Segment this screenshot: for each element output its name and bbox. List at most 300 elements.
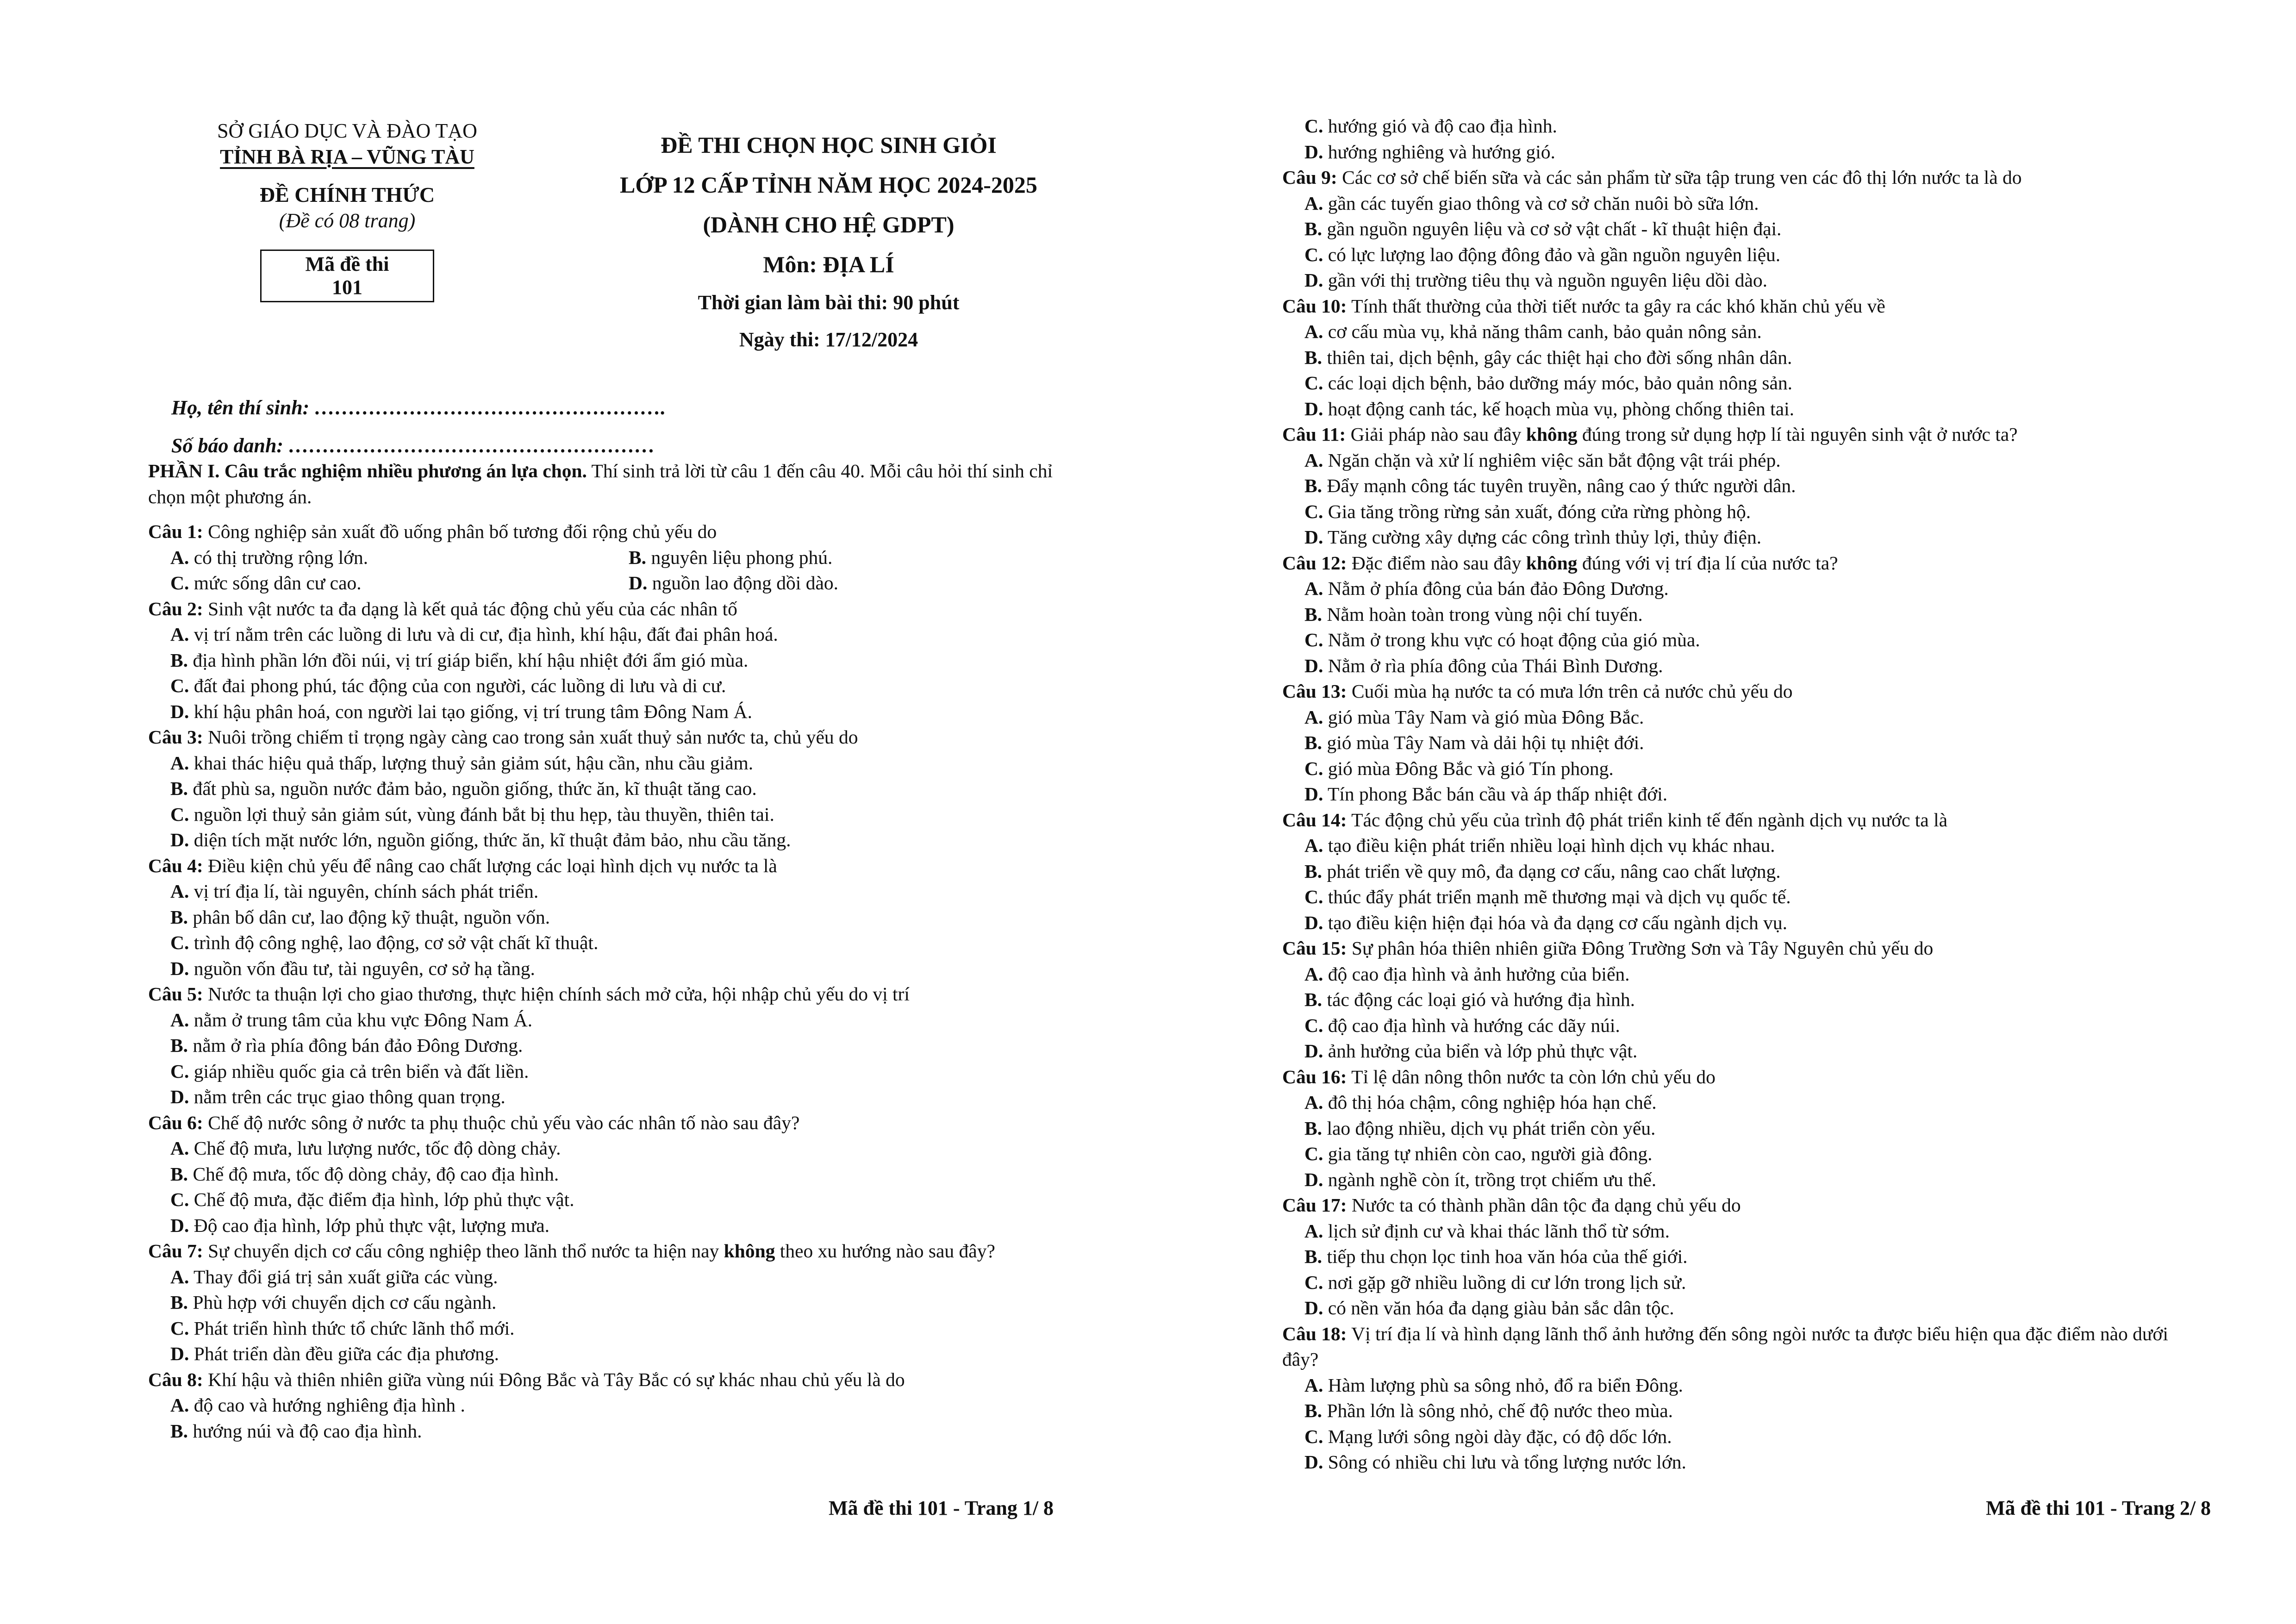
option-letter: A. <box>170 881 189 902</box>
option-text: Chế độ mưa, tốc độ dòng chảy, độ cao địa hình. <box>188 1163 559 1185</box>
option-letter: B. <box>170 1420 188 1442</box>
question-text-cont: đúng với vị trí địa lí của nước ta? <box>1577 552 1838 574</box>
option-letter: A. <box>1304 1220 1323 1242</box>
candidate-name-line: Họ, tên thí sinh: ……………………………………………. <box>171 396 666 419</box>
option-letter: D. <box>170 700 189 722</box>
question-label: Câu 8: <box>148 1368 203 1390</box>
option-text: lịch sử định cư và khai thác lãnh thổ từ sớm. <box>1323 1220 1670 1242</box>
option-text: hoạt động canh tác, kế hoạch mùa vụ, phòng chống thiên tai. <box>1323 398 1794 419</box>
option-letter: A. <box>170 1009 189 1031</box>
question-text: Tác động chủ yếu của trình độ phát triển kinh tế đến ngành dịch vụ nước ta là <box>1347 809 1948 831</box>
question-stem <box>1282 807 2203 833</box>
option-text: cơ cấu mùa vụ, khả năng thâm canh, bảo quản nông sản. <box>1323 321 1762 342</box>
question <box>1282 550 2203 679</box>
question-text: Giải pháp nào sau đây <box>1346 424 1526 445</box>
question-label: Câu 16: <box>1282 1066 1347 1087</box>
part-1-title: PHẦN I. Câu trắc nghiệm nhiều phương án lựa chọn. <box>148 460 587 481</box>
option-letter: B. <box>1304 346 1323 368</box>
option-text: Mạng lưới sông ngòi dày đặc, có độ dốc lớn. <box>1323 1425 1672 1447</box>
question-label: Câu 18: <box>1282 1323 1347 1344</box>
question-label: Câu 17: <box>1282 1194 1347 1216</box>
answer-option <box>148 1418 1065 1444</box>
answer-option <box>1282 268 2203 294</box>
answer-option <box>1282 1116 2203 1142</box>
option-text: nằm ở trung tâm của khu vực Đông Nam Á. <box>189 1009 533 1031</box>
question-stem <box>1282 936 2203 962</box>
page-count-note: (Đề có 08 trang) <box>279 209 416 232</box>
question-text: Sinh vật nước ta đa dạng là kết quả tác động chủ yếu của các nhân tố <box>203 598 737 619</box>
question-stem <box>148 519 1065 545</box>
answer-option <box>148 1264 1065 1290</box>
question-stem <box>148 981 1065 1007</box>
question <box>1282 294 2203 422</box>
question-label: Câu 7: <box>148 1240 203 1262</box>
answer-option <box>1282 113 2203 139</box>
option-text: Chế độ mưa, lưu lượng nước, tốc độ dòng chảy. <box>189 1137 561 1159</box>
option-text: Phát triển hình thức tổ chức lãnh thổ mới. <box>189 1317 515 1339</box>
option-letter: B. <box>1304 860 1323 882</box>
answer-option <box>1282 319 2203 345</box>
question-text: Nước ta có thành phần dân tộc đa dạng chủ yếu do <box>1347 1194 1741 1216</box>
option-text: trình độ công nghệ, lao động, cơ sở vật chất kĩ thuật. <box>189 932 599 953</box>
part-1-intro <box>148 458 1065 510</box>
option-letter: C. <box>1304 115 1323 137</box>
question-text: Nước ta thuận lợi cho giao thương, thực hiện chính sách mở cửa, hội nhập chủ yếu do vị trí <box>203 983 910 1005</box>
option-letter: C. <box>170 1060 189 1082</box>
option-letter: C. <box>1304 1143 1323 1164</box>
answer-option <box>148 750 1065 776</box>
option-letter: D. <box>1304 141 1323 162</box>
option-text: gió mùa Tây Nam và gió mùa Đông Bắc. <box>1323 706 1644 728</box>
answer-options-grid <box>148 545 1065 596</box>
option-letter: D. <box>1304 398 1323 419</box>
question-stem <box>148 725 1065 750</box>
option-letter: B. <box>1304 218 1323 239</box>
question-text: Cuối mùa hạ nước ta có mưa lớn trên cả nước chủ yếu do <box>1347 681 1793 702</box>
answer-option <box>148 802 1065 828</box>
question-text-cont: theo xu hướng nào sau đây? <box>775 1240 995 1262</box>
answer-option <box>170 570 629 596</box>
question-text: Đặc điểm nào sau đây <box>1347 552 1526 574</box>
question-label: Câu 10: <box>1282 295 1347 317</box>
option-text: Nằm ở phía đông của bán đảo Đông Dương. <box>1323 578 1669 599</box>
question-stem <box>1282 550 2203 576</box>
exam-code-box <box>260 250 434 302</box>
answer-option <box>1282 1038 2203 1064</box>
question-label: Câu 15: <box>1282 937 1347 959</box>
option-text: ảnh hưởng của biển và lớp phủ thực vật. <box>1323 1040 1638 1062</box>
answer-option <box>1282 191 2203 217</box>
answer-option <box>1282 1373 2203 1399</box>
option-letter: B. <box>170 906 188 928</box>
answer-option <box>1282 448 2203 474</box>
answer-option <box>1282 859 2203 885</box>
question-stem <box>1282 294 2203 319</box>
answer-option <box>148 879 1065 905</box>
option-text: hướng gió và độ cao địa hình. <box>1323 115 1557 137</box>
option-text: nằm trên các trục giao thông quan trọng. <box>189 1086 505 1107</box>
question-text: Sự phân hóa thiên nhiên giữa Đông Trường Sơn và Tây Nguyên chủ yếu do <box>1347 937 1934 959</box>
answer-option <box>1282 396 2203 422</box>
question <box>148 596 1065 725</box>
answer-option <box>148 648 1065 674</box>
option-text: nằm ở rìa phía đông bán đảo Đông Dương. <box>188 1035 523 1056</box>
option-letter: D. <box>1304 1168 1323 1190</box>
answer-option <box>148 673 1065 699</box>
option-text: Nằm ở trong khu vực có hoạt động của gió mùa. <box>1323 629 1700 650</box>
option-text: độ cao và hướng nghiêng địa hình . <box>189 1394 465 1416</box>
option-letter: B. <box>1304 475 1323 496</box>
answer-option <box>148 1213 1065 1239</box>
exam-date: Ngày thi: 17/12/2024 <box>739 328 918 351</box>
answer-option <box>148 1007 1065 1033</box>
question-stem <box>1282 1193 2203 1218</box>
option-letter: A. <box>1304 963 1323 985</box>
option-letter: C. <box>170 675 189 696</box>
official-label: ĐỀ CHÍNH THỨC <box>259 183 435 206</box>
question-stem <box>1282 165 2203 191</box>
option-text: khí hậu phân hoá, con người lai tạo giống, vị trí trung tâm Đông Nam Á. <box>189 700 752 722</box>
option-letter: B. <box>170 1035 188 1056</box>
option-letter: B. <box>1304 1400 1323 1421</box>
answer-option <box>1282 987 2203 1013</box>
answer-option <box>1282 1398 2203 1424</box>
answer-option <box>1282 525 2203 550</box>
answer-option <box>1282 833 2203 859</box>
option-text: gần nguồn nguyên liệu và cơ sở vật chất - kĩ thuật hiện đại. <box>1322 218 1782 239</box>
option-letter: D. <box>1304 1451 1323 1473</box>
option-letter: D. <box>1304 1297 1323 1318</box>
question <box>1282 165 2203 294</box>
option-text: độ cao địa hình và ảnh hưởng của biển. <box>1323 963 1630 985</box>
option-letter: C. <box>1304 757 1323 779</box>
option-letter: D. <box>1304 1040 1323 1062</box>
question-text: Các cơ sở chế biến sữa và các sản phẩm từ sữa tập trung ven các đô thị lớn nước ta là do <box>1337 167 2022 188</box>
option-text: Phần lớn là sông nhỏ, chế độ nước theo mùa. <box>1322 1400 1673 1421</box>
option-letter: D. <box>1304 269 1323 291</box>
option-text: Đẩy mạnh công tác tuyên truyền, nâng cao ý thức người dân. <box>1322 475 1796 496</box>
answer-option <box>1282 1295 2203 1321</box>
question-stem <box>1282 422 2203 448</box>
option-text: tạo điều kiện phát triển nhiều loại hình dịch vụ khác nhau. <box>1323 835 1775 856</box>
option-letter: C. <box>1304 1271 1323 1293</box>
question-stem <box>1282 1064 2203 1090</box>
answer-option <box>1282 756 2203 782</box>
question-text: Sự chuyển dịch cơ cấu công nghiệp theo lãnh thổ nước ta hiện nay <box>203 1240 724 1262</box>
option-letter: C. <box>1304 244 1323 265</box>
option-letter: C. <box>1304 500 1323 522</box>
option-text: diện tích mặt nước lớn, nguồn giống, thức ăn, kĩ thuật đảm bảo, nhu cầu tăng. <box>189 829 791 850</box>
part-1-instruction: Thí sinh trả lời từ câu 1 đến câu 40. Mỗi câu hỏi thí sinh chỉ chọn một phương án. <box>148 460 1053 507</box>
answer-option <box>629 570 1064 596</box>
question-list-left <box>148 519 1065 1444</box>
option-text: Chế độ mưa, đặc điểm địa hình, lớp phủ thực vật. <box>189 1189 574 1210</box>
question-stem <box>148 596 1065 622</box>
option-text: ngành nghề còn ít, trồng trọt chiếm ưu thế. <box>1323 1168 1657 1190</box>
option-letter: A. <box>170 1266 189 1287</box>
answer-option <box>1282 602 2203 628</box>
answer-option <box>148 956 1065 982</box>
option-letter: D. <box>170 1086 189 1107</box>
option-letter: A. <box>170 1394 189 1416</box>
option-text: gần các tuyến giao thông và cơ sở chăn nuôi bò sữa lớn. <box>1323 192 1759 214</box>
option-letter: A. <box>1304 1092 1323 1113</box>
answer-option <box>148 1341 1065 1367</box>
question-text: Tính thất thường của thời tiết nước ta gây ra các khó khăn chủ yếu về <box>1347 295 1885 317</box>
answer-option <box>1282 370 2203 396</box>
option-text: vị trí địa lí, tài nguyên, chính sách phát triển. <box>189 881 539 902</box>
option-letter: C. <box>170 572 189 593</box>
question-label: Câu 4: <box>148 855 203 876</box>
option-letter: C. <box>1304 1425 1323 1447</box>
option-text: nơi gặp gỡ nhiều luồng di cư lớn trong lịch sử. <box>1323 1271 1686 1293</box>
option-letter: A. <box>1304 835 1323 856</box>
option-text: phân bố dân cư, lao động kỹ thuật, nguồn vốn. <box>188 906 550 928</box>
option-text: nguyên liệu phong phú. <box>646 546 833 568</box>
question-text: Nuôi trồng chiếm tỉ trọng ngày càng cao trong sản xuất thuỷ sản nước ta, chủ yếu do <box>203 726 858 748</box>
option-text: gần với thị trường tiêu thụ và nguồn nguyên liệu dồi dào. <box>1323 269 1768 291</box>
question <box>148 1238 1065 1367</box>
option-letter: D. <box>1304 912 1323 933</box>
option-letter: A. <box>170 546 189 568</box>
question <box>148 725 1065 853</box>
answer-option <box>1282 1141 2203 1167</box>
option-text: giáp nhiều quốc gia cả trên biển và đất liền. <box>189 1060 529 1082</box>
answer-option <box>1282 1167 2203 1193</box>
exam-subject: Môn: ĐỊA LÍ <box>763 251 894 277</box>
question-text: Công nghiệp sản xuất đồ uống phân bố tương đối rộng chủ yếu do <box>203 521 717 542</box>
option-letter: C. <box>1304 629 1323 650</box>
answer-option <box>1282 627 2203 653</box>
question-text: Điều kiện chủ yếu để nâng cao chất lượng các loại hình dịch vụ nước ta là <box>203 855 777 876</box>
option-text: gia tăng tự nhiên còn cao, người già đông. <box>1323 1143 1653 1164</box>
question-label: Câu 14: <box>1282 809 1347 831</box>
option-letter: A. <box>1304 1374 1323 1396</box>
option-text: Tín phong Bắc bán cầu và áp thấp nhiệt đới. <box>1323 783 1668 805</box>
question-stem <box>148 1238 1065 1264</box>
option-text: nguồn vốn đầu tư, tài nguyên, cơ sở hạ tầng. <box>189 957 535 979</box>
option-text: địa hình phần lớn đồi núi, vị trí giáp biển, khí hậu nhiệt đới ẩm gió mùa. <box>188 649 749 671</box>
answer-option <box>1282 576 2203 602</box>
answer-option <box>1282 653 2203 679</box>
answer-option <box>1282 1424 2203 1450</box>
answer-option <box>1282 1013 2203 1039</box>
option-text: Phát triển dàn đều giữa các địa phương. <box>189 1343 499 1364</box>
answer-option <box>148 827 1065 853</box>
option-letter: B. <box>1304 1246 1323 1267</box>
answer-option <box>148 930 1065 956</box>
question-label: Câu 6: <box>148 1112 203 1133</box>
option-text: phát triển về quy mô, đa dạng cơ cấu, nâng cao chất lượng. <box>1322 860 1781 882</box>
answer-option <box>1282 216 2203 242</box>
question <box>148 981 1065 1110</box>
answer-option <box>1282 910 2203 936</box>
option-text: lao động nhiều, dịch vụ phát triển còn yếu. <box>1322 1117 1656 1139</box>
answer-option <box>1282 884 2203 910</box>
option-text: nguồn lợi thuỷ sản giảm sút, vùng đánh bắt bị thu hẹp, tàu thuyền, thiên tai. <box>189 803 774 825</box>
answer-option <box>1282 962 2203 987</box>
province-name: TỈNH BÀ RỊA – VŨNG TÀU <box>220 145 474 168</box>
option-letter: C. <box>1304 1014 1323 1036</box>
option-letter: D. <box>170 829 189 850</box>
option-letter: A. <box>1304 449 1323 471</box>
candidate-id-line: Số báo danh: ……………………………………………… <box>171 434 655 457</box>
option-letter: A. <box>1304 192 1323 214</box>
option-text: có lực lượng lao động đông đảo và gần nguồn nguyên liệu. <box>1323 244 1781 265</box>
answer-option <box>1282 1218 2203 1244</box>
page-footer: Mã đề thi 101 - Trang 1/ 8 <box>829 1497 1054 1519</box>
option-text: các loại dịch bệnh, bảo dưỡng máy móc, bảo quản nông sản. <box>1323 372 1793 394</box>
answer-option <box>148 1162 1065 1187</box>
option-text: hướng núi và độ cao địa hình. <box>188 1420 422 1442</box>
option-text: Thay đổi giá trị sản xuất giữa các vùng. <box>189 1266 498 1287</box>
option-text: Nằm hoàn toàn trong vùng nội chí tuyến. <box>1322 603 1643 625</box>
answer-option <box>629 545 1064 571</box>
question-label: Câu 2: <box>148 598 203 619</box>
answer-option <box>148 776 1065 802</box>
answer-option <box>148 1393 1065 1418</box>
answer-option <box>1282 473 2203 499</box>
option-text: vị trí nằm trên các luồng di lưu và di cư, địa hình, khí hậu, đất đai phân hoá. <box>189 624 778 645</box>
question <box>1282 679 2203 807</box>
page-footer: Mã đề thi 101 - Trang 2/ 8 <box>1986 1497 2211 1519</box>
option-letter: A. <box>170 624 189 645</box>
school-header <box>153 118 542 302</box>
question <box>1282 807 2203 936</box>
answer-option <box>148 1136 1065 1162</box>
question-keyword: không <box>724 1240 775 1262</box>
option-text: khai thác hiệu quả thấp, lượng thuỷ sản giảm sút, hậu cần, nhu cầu giảm. <box>189 752 754 774</box>
option-text: đô thị hóa chậm, công nghiệp hóa hạn chế. <box>1323 1092 1657 1113</box>
answer-option <box>170 545 629 571</box>
option-letter: A. <box>170 1137 189 1159</box>
question-label: Câu 1: <box>148 521 203 542</box>
option-letter: B. <box>170 649 188 671</box>
option-text: thiên tai, dịch bệnh, gây các thiệt hại cho đời sống nhân dân. <box>1322 346 1792 368</box>
option-text: Độ cao địa hình, lớp phủ thực vật, lượng mưa. <box>189 1214 550 1236</box>
question-stem <box>1282 679 2203 705</box>
answer-option <box>1282 345 2203 371</box>
option-text: đất phù sa, nguồn nước đảm bảo, nguồn giống, thức ăn, kĩ thuật tăng cao. <box>188 778 757 799</box>
option-letter: D. <box>170 1343 189 1364</box>
option-text: thúc đẩy phát triển mạnh mẽ thương mại và dịch vụ quốc tế. <box>1323 886 1791 907</box>
option-letter: B. <box>1304 1117 1323 1139</box>
option-letter: C. <box>1304 886 1323 907</box>
option-letter: C. <box>170 803 189 825</box>
answer-option <box>148 1059 1065 1085</box>
exam-grade-year: LỚP 12 CẤP TỈNH NĂM HỌC 2024-2025 <box>620 172 1037 198</box>
question-label: Câu 3: <box>148 726 203 748</box>
question-8-continued <box>1282 113 2203 165</box>
question-label: Câu 11: <box>1282 424 1346 445</box>
question <box>1282 1321 2203 1475</box>
option-letter: D. <box>170 1214 189 1236</box>
question-keyword: không <box>1526 424 1578 445</box>
question-stem <box>148 853 1065 879</box>
question-stem <box>148 1367 1065 1393</box>
exam-code-value: 101 <box>332 276 362 299</box>
question <box>1282 1064 2203 1193</box>
questions-left <box>148 458 1065 1444</box>
question-label: Câu 12: <box>1282 552 1347 574</box>
answer-option <box>1282 1449 2203 1475</box>
answer-option <box>1282 730 2203 756</box>
answer-option <box>148 622 1065 648</box>
option-letter: D. <box>629 572 648 593</box>
question-label: Câu 5: <box>148 983 203 1005</box>
option-letter: B. <box>170 1292 188 1313</box>
option-letter: B. <box>170 778 188 799</box>
option-text: Gia tăng trồng rừng sản xuất, đóng cửa rừng phòng hộ. <box>1323 500 1751 522</box>
exam-title-block <box>574 125 1083 358</box>
option-letter: B. <box>170 1163 188 1185</box>
option-letter: A. <box>1304 578 1323 599</box>
option-text: có thị trường rộng lớn. <box>189 546 368 568</box>
option-letter: C. <box>170 1317 189 1339</box>
option-text: mức sống dân cư cao. <box>189 572 362 593</box>
answer-option <box>1282 781 2203 807</box>
option-letter: A. <box>1304 321 1323 342</box>
answer-option <box>1282 1244 2203 1270</box>
option-text: Tăng cường xây dựng các công trình thủy lợi, thủy điện. <box>1323 526 1762 548</box>
question-list-right <box>1282 165 2203 1475</box>
answer-option <box>1282 499 2203 525</box>
option-text: Hàm lượng phù sa sông nhỏ, đổ ra biển Đông. <box>1323 1374 1683 1396</box>
candidate-info <box>171 389 666 465</box>
option-letter: C. <box>170 1189 189 1210</box>
option-letter: B. <box>1304 603 1323 625</box>
option-text: tiếp thu chọn lọc tinh hoa văn hóa của thế giới. <box>1322 1246 1688 1267</box>
answer-option <box>148 1316 1065 1342</box>
exam-duration: Thời gian làm bài thi: 90 phút <box>698 291 960 314</box>
question-text: Vị trí địa lí và hình dạng lãnh thổ ảnh hưởng đến sông ngòi nước ta được biểu hiện qua đặc điểm nào dưới đây? <box>1282 1323 2168 1370</box>
questions-right <box>1282 113 2203 1475</box>
question <box>148 1110 1065 1239</box>
question-text: Tỉ lệ dân nông thôn nước ta còn lớn chủ yếu do <box>1347 1066 1716 1087</box>
exam-code-label: Mã đề thi <box>305 253 389 275</box>
question <box>1282 936 2203 1064</box>
answer-option <box>148 1084 1065 1110</box>
option-letter: D. <box>1304 526 1323 548</box>
department-name: SỞ GIÁO DỤC VÀ ĐÀO TẠO <box>217 119 477 142</box>
option-letter: A. <box>170 752 189 774</box>
answer-option <box>1282 242 2203 268</box>
question-label: Câu 13: <box>1282 681 1347 702</box>
option-letter: B. <box>1304 732 1323 753</box>
answer-option <box>1282 1270 2203 1296</box>
option-text: đất đai phong phú, tác động của con người, các luồng di lưu và di cư. <box>189 675 726 696</box>
option-letter: A. <box>1304 706 1323 728</box>
question <box>1282 422 2203 550</box>
option-text: nguồn lao động dồi dào. <box>647 572 839 593</box>
option-letter: D. <box>170 957 189 979</box>
answer-option <box>1282 139 2203 165</box>
question-keyword: không <box>1526 552 1578 574</box>
option-text: tạo điều kiện hiện đại hóa và đa dạng cơ cấu ngành dịch vụ. <box>1323 912 1787 933</box>
question <box>148 853 1065 982</box>
question-label: Câu 9: <box>1282 167 1337 188</box>
answer-option <box>1282 705 2203 731</box>
option-text: Ngăn chặn và xử lí nghiêm việc săn bắt động vật trái phép. <box>1323 449 1781 471</box>
option-text: độ cao địa hình và hướng các dãy núi. <box>1323 1014 1620 1036</box>
option-text: Nằm ở rìa phía đông của Thái Bình Dương. <box>1323 655 1663 676</box>
option-text: có nền văn hóa đa dạng giàu bản sắc dân tộc. <box>1323 1297 1674 1318</box>
option-letter: C. <box>1304 372 1323 394</box>
option-letter: D. <box>1304 783 1323 805</box>
answer-option <box>148 1187 1065 1213</box>
option-letter: B. <box>629 546 647 568</box>
question-text: Chế độ nước sông ở nước ta phụ thuộc chủ yếu vào các nhân tố nào sau đây? <box>203 1112 800 1133</box>
